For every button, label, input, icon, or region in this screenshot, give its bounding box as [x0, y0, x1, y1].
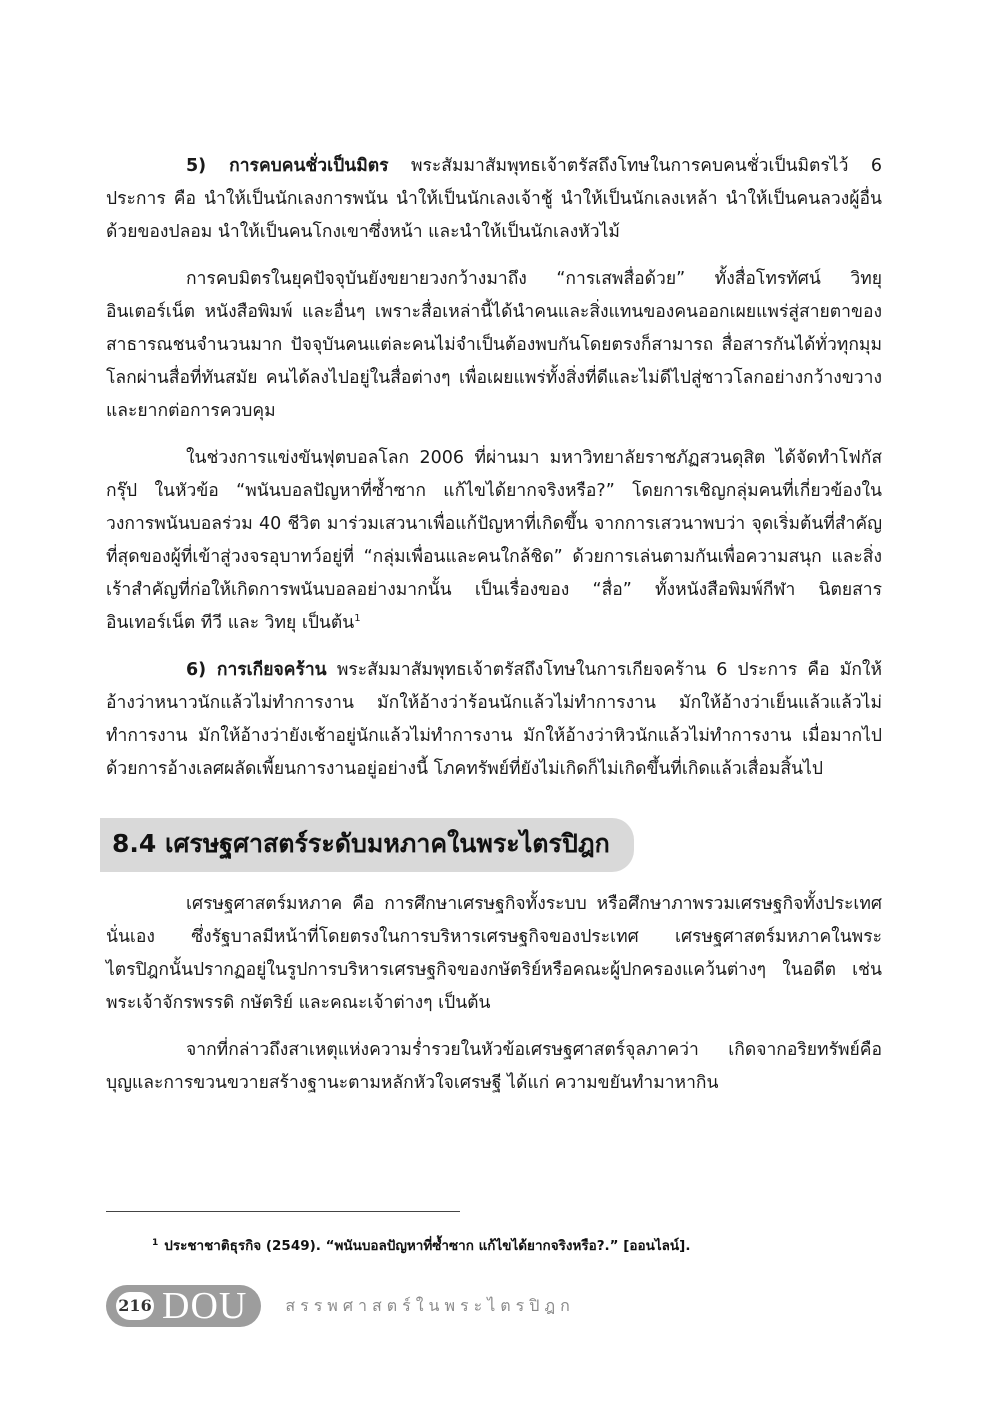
paragraph-macroeconomics [106, 888, 882, 1020]
page-number: 216 [116, 1292, 154, 1320]
page-footer [106, 1285, 575, 1327]
paragraph-media [106, 263, 882, 428]
page-content [106, 150, 882, 1114]
paragraph-text: พระสัมมาสัมพุทธเจ้าตรัสถึงโทษในการเกียจคร้าน 6 ประการ คือ มักให้อ้างว่าหนาวนักแล้วไม่ทำการงาน มักให้อ้างว่าร้อนนักแล้วไม่ทำการงาน มักให้อ้างว่าเย็นแล้วแล้วไม่ทำการงาน มักให้อ้างว่ายังเช้าอยู่นักแล้วไม่ทำการงาน มักให้อ้างว่าหิวนักแล้วไม่ทำการงาน เมื่อมากไปด้วยการอ้างเลศผลัดเพี้ยนการงานอยู่อย่างนี้ โภคทรัพย์ที่ยังไม่เกิดก็ไม่เกิดขึ้นที่เกิดแล้วเสื่อมสิ้นไป [106, 660, 882, 779]
paragraph-text: พระสัมมาสัมพุทธเจ้าตรัสถึงโทษในการคบคนชั่วเป็นมิตรไว้ 6 ประการ คือ นำให้เป็นนักเลงการพนัน นำให้เป็นนักเลงเจ้าชู้ นำให้เป็นนักเลงเหล้า นำให้เป็นคนลวงผู้อื่นด้วยของปลอม นำให้เป็นคนโกงเขาซึ่งหน้า และนำให้เป็นนักเลงหัวไม้ [106, 156, 882, 242]
paragraph-lead: 5) การคบคนชั่วเป็นมิตร [186, 156, 389, 176]
paragraph-wealth [106, 1034, 882, 1100]
paragraph-6-laziness [106, 654, 882, 786]
footnote [152, 1234, 852, 1256]
page-badge [106, 1285, 261, 1327]
paragraph-text: ในช่วงการแข่งขันฟุตบอลโลก 2006 ที่ผ่านมา มหาวิทยาลัยราชภัฏสวนดุสิต ได้จัดทำโฟกัสกรุ๊ป ในหัวข้อ “พนันบอลปัญหาที่ซ้ำซาก แก้ไขได้ยากจริงหรือ?” โดยการเชิญกลุ่มคนที่เกี่ยวข้องในวงการพนันบอลร่วม 40 ชีวิต มาร่วมเสวนาเพื่อแก้ปัญหาที่เกิดขึ้น จากการเสวนาพบว่า จุดเริ่มต้นที่สำคัญที่สุดของผู้ที่เข้าสู่วงจรอุบาทว์อยู่ที่ “กลุ่มเพื่อนและคนใกล้ชิด” ด้วยการเล่นตามกันเพื่อความสนุก และสิ่งเร้าสำคัญที่ก่อให้เกิดการพนันบอลอย่างมากนั้น เป็นเรื่องของ “สื่อ” ทั้งหนังสือพิมพ์กีฬา นิตยสาร อินเทอร์เน็ต ทีวี และ วิทยุ เป็นต้น [106, 448, 882, 633]
section-heading: 8.4 เศรษฐศาสตร์ระดับมหภาคในพระไตรปิฎก [100, 818, 634, 872]
paragraph-text: จากที่กล่าวถึงสาเหตุแห่งความร่ำรวยในหัวข้อเศรษฐศาสตร์จุลภาคว่า เกิดจากอริยทรัพย์คือบุญและการขวนขวายสร้างฐานะตามหลักหัวใจเศรษฐี ได้แก่ ความขยันทำมาหากิน [106, 1040, 882, 1093]
paragraph-text: เศรษฐศาสตร์มหภาค คือ การศึกษาเศรษฐกิจทั้งระบบ หรือศึกษาภาพรวมเศรษฐกิจทั้งประเทศนั่นเอง ซึ่งรัฐบาลมีหน้าที่โดยตรงในการบริหารเศรษฐกิจของประเทศ เศรษฐศาสตร์มหภาคในพระไตรปิฎกนั้นปรากฏอยู่ในรูปการบริหารเศรษฐกิจของกษัตริย์หรือคณะผู้ปกครองแคว้นต่างๆ ในอดีต เช่น พระเจ้าจักรพรรดิ กษัตริย์ และคณะเจ้าต่างๆ เป็นต้น [106, 894, 882, 1013]
paragraph-lead: 6) การเกียจคร้าน [186, 660, 327, 680]
footnote-mark: 1 [152, 1237, 159, 1248]
brand-logo: DOU [162, 1285, 248, 1327]
paragraph-text: การคบมิตรในยุคปัจจุบันยังขยายวงกว้างมาถึง “การเสพสื่อด้วย” ทั้งสื่อโทรทัศน์ วิทยุ อินเตอร์เน็ต หนังสือพิมพ์ และอื่นๆ เพราะสื่อเหล่านี้ได้นำคนและสิ่งแทนของคนออกเผยแพร่สู่สายตาของสาธารณชนจำนวนมาก ปัจจุบันคนแต่ละคนไม่จำเป็นต้องพบกันโดยตรงก็สามารถ สื่อสารกันได้ทั่วทุกมุมโลกผ่านสื่อที่ทันสมัย คนได้ลงไปอยู่ในสื่อต่างๆ เพื่อเผยแพร่ทั้งสิ่งที่ดีและไม่ดีไปสู่ชาวโลกอย่างกว้างขวางและยากต่อการควบคุม [106, 269, 882, 421]
footnote-reference[interactable]: 1 [354, 613, 361, 625]
footnote-text: ประชาชาติธุรกิจ (2549). “พนันบอลปัญหาที่ซ้ำซาก แก้ไขได้ยากจริงหรือ?.” [ออนไลน์]. [164, 1238, 691, 1254]
book-title: สรรพศาสตร์ในพระไตรปิฎก [285, 1295, 575, 1315]
paragraph-5-bad-friends [106, 150, 882, 249]
paragraph-world-cup [106, 442, 882, 640]
footnote-divider [106, 1211, 460, 1212]
